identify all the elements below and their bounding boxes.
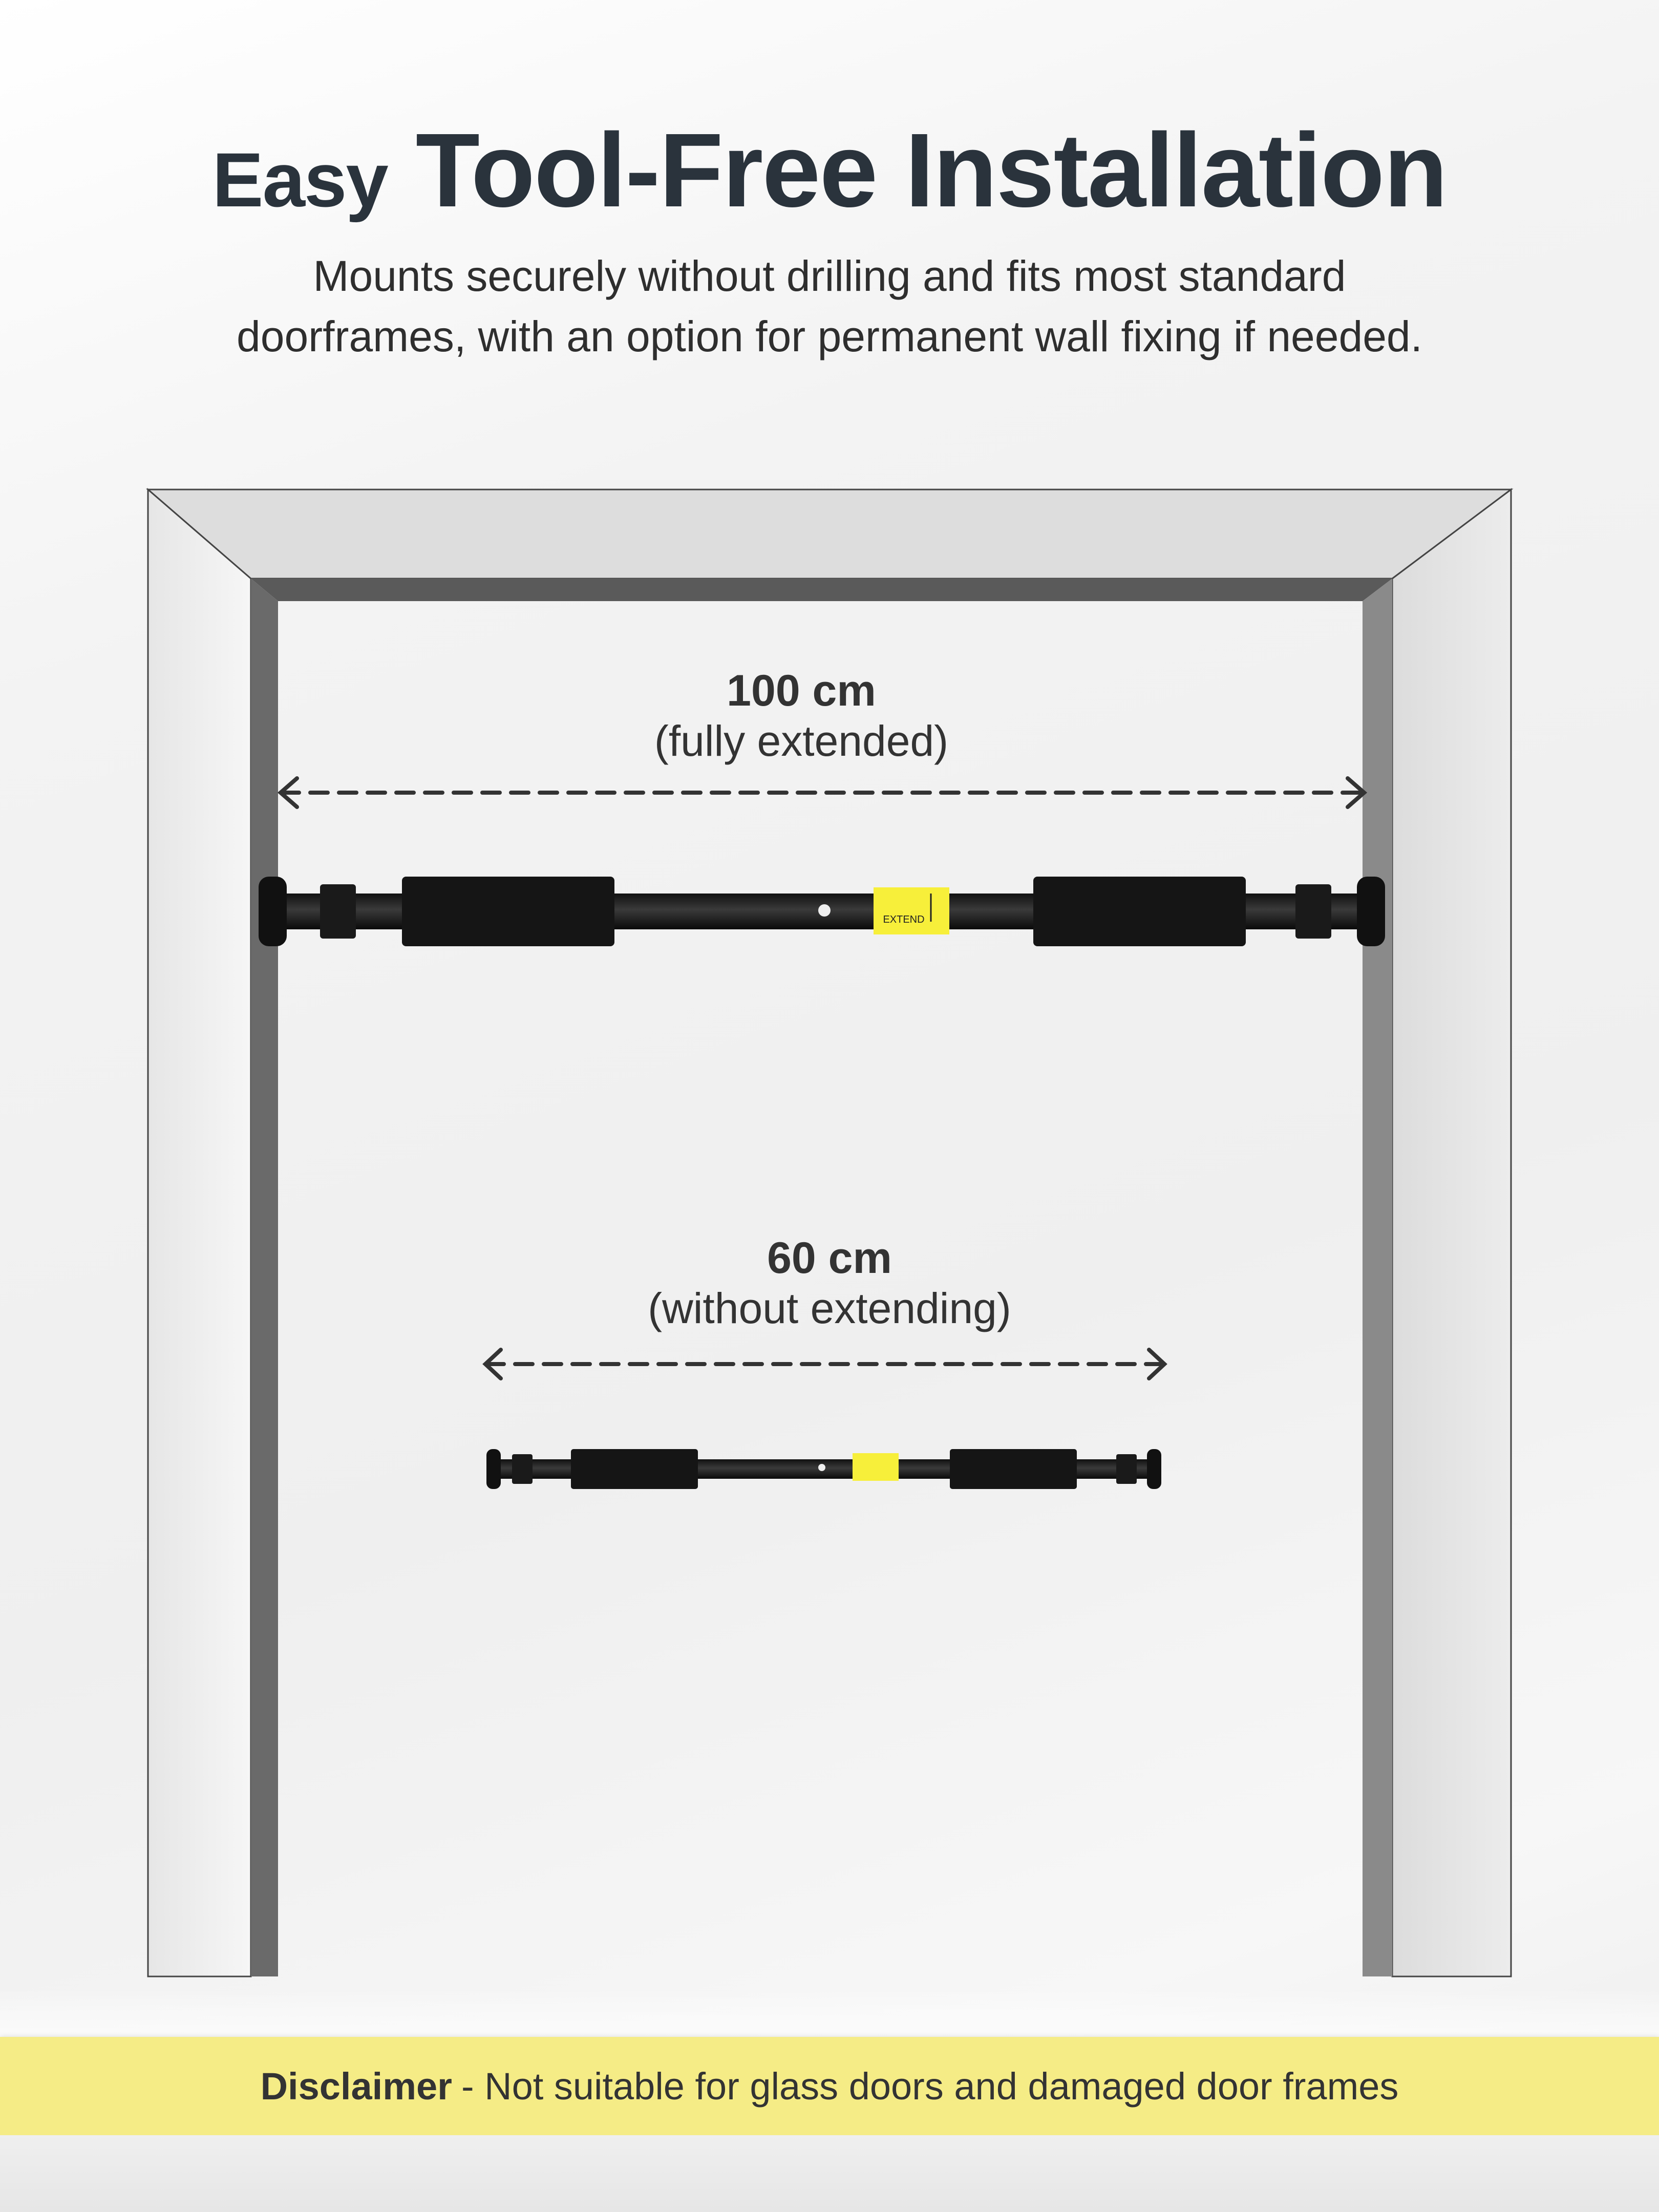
dimension-arrow-60cm: [485, 1350, 1164, 1378]
dimension-arrow-100cm: [281, 778, 1364, 807]
title-lead: Easy: [212, 137, 388, 223]
disclaimer-banner: [0, 2037, 1659, 2135]
svg-text:EXTEND: EXTEND: [883, 914, 925, 925]
page-title: [0, 110, 1659, 231]
disclaimer-text: - Not suitable for glass doors and damaged door frames: [461, 2065, 1399, 2108]
dimension-label-compact: [573, 1233, 1086, 1333]
pull-up-bar-extended: [259, 877, 1385, 946]
dimension-value: 100 cm: [727, 666, 876, 715]
dimension-note: (fully extended): [654, 717, 949, 765]
dimension-value: 60 cm: [767, 1233, 892, 1283]
subtitle-line-1: Mounts securely without drilling and fits most standard: [313, 252, 1346, 300]
subtitle-line-2: doorframes, with an option for permanent wall fixing if needed.: [237, 312, 1422, 360]
dimension-note: (without extending): [648, 1284, 1011, 1332]
title-main: Tool-Free Installation: [415, 112, 1447, 229]
subtitle: [0, 246, 1659, 367]
disclaimer-label: Disclaimer: [260, 2065, 452, 2108]
dimension-label-extended: [545, 666, 1057, 766]
footer-strip: [0, 2135, 1659, 2212]
pull-up-bar-compact: [486, 1449, 1161, 1489]
